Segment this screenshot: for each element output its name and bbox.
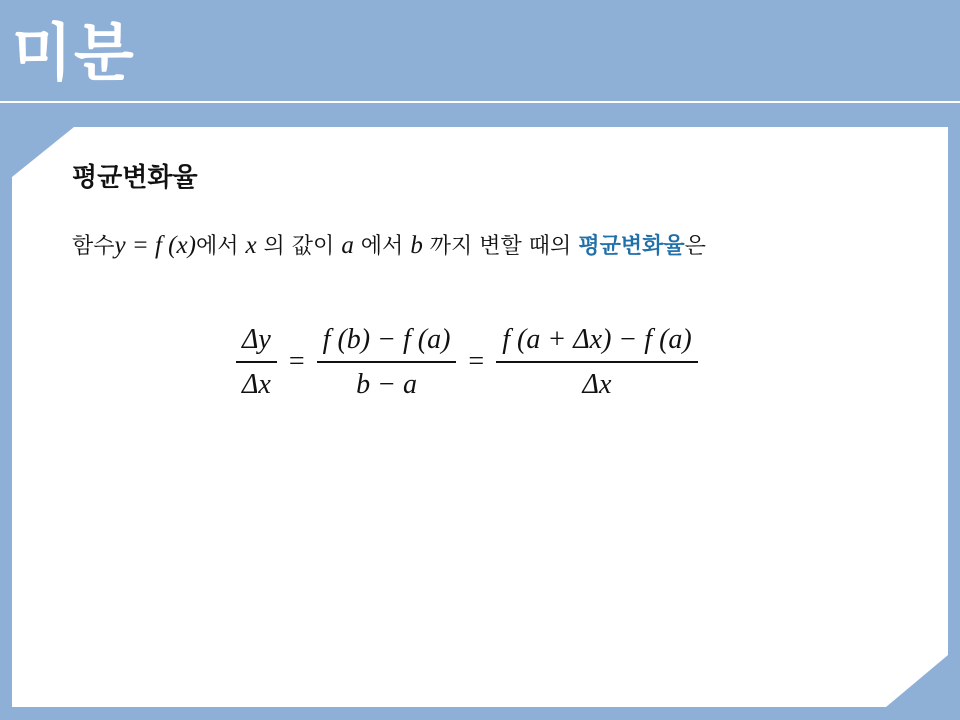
variable-b: b bbox=[410, 232, 423, 259]
function-expression: y = f (x) bbox=[114, 232, 196, 259]
definition-tail: 은 bbox=[684, 234, 706, 259]
definition-part-from2: 에서 bbox=[353, 234, 411, 259]
equals-sign: = bbox=[288, 345, 305, 377]
definition-text bbox=[72, 230, 706, 263]
fraction-bar bbox=[236, 361, 277, 363]
fraction-secant bbox=[317, 322, 457, 402]
definition-part-value-of: 의 값이 bbox=[256, 234, 342, 259]
section-heading: 평균변화율 bbox=[72, 163, 198, 193]
average-rate-formula bbox=[236, 322, 698, 402]
equals-sign: = bbox=[468, 345, 485, 377]
fraction-delta-numerator: Δy bbox=[242, 324, 271, 355]
title-divider bbox=[0, 101, 960, 103]
variable-a: a bbox=[341, 232, 354, 259]
fraction-secant-denominator: b − a bbox=[356, 368, 417, 400]
fraction-increment bbox=[496, 322, 698, 402]
fraction-bar bbox=[317, 361, 457, 363]
fraction-delta-denominator: Δx bbox=[242, 368, 271, 400]
highlighted-term: 평균변화율 bbox=[578, 234, 685, 259]
fraction-bar bbox=[496, 361, 698, 363]
slide-title: 미분 bbox=[12, 16, 136, 89]
definition-part-until: 까지 변할 때의 bbox=[422, 234, 579, 259]
fraction-secant-numerator: f (b) − f (a) bbox=[322, 324, 451, 355]
fraction-increment-denominator: Δx bbox=[582, 368, 612, 400]
definition-part-from: 에서 bbox=[195, 234, 239, 259]
variable-x: x bbox=[245, 232, 257, 259]
definition-lead: 함수 bbox=[72, 234, 115, 259]
content-panel bbox=[12, 127, 948, 707]
fraction-increment-numerator: f (a + Δx) − f (a) bbox=[502, 324, 692, 355]
fraction-delta bbox=[236, 322, 277, 402]
